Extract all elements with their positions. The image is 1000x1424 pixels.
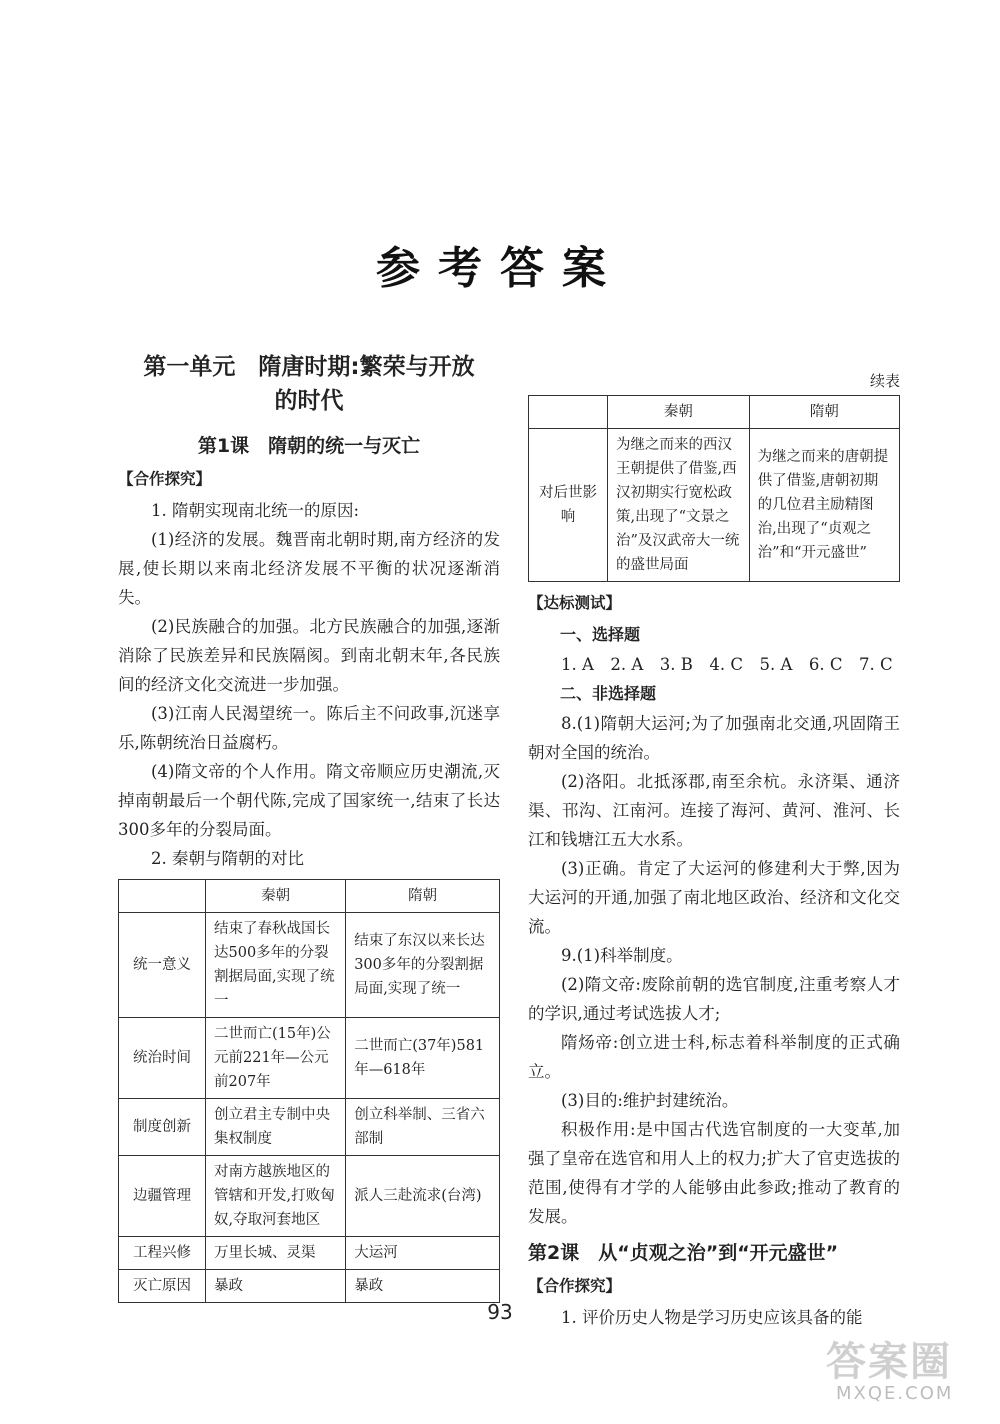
- lesson1-title: 第1课 隋朝的统一与灭亡: [197, 435, 421, 457]
- watermark-url: MXQE.COM: [836, 1383, 954, 1404]
- table-row-label: 工程兴修: [119, 1237, 206, 1270]
- table-cell: 二世而亡(15年)公元前221年—公元前207年: [206, 1018, 346, 1099]
- table-header-cell: 秦朝: [608, 396, 750, 429]
- cooperative-tag-2: 【合作探究】: [528, 1277, 622, 1295]
- table-header-cell: [119, 880, 206, 913]
- table-row-label: 边疆管理: [119, 1156, 206, 1237]
- table-row-label: 灭亡原因: [119, 1270, 206, 1303]
- table-row: [119, 1156, 500, 1237]
- unit-title-line1: 第一单元 隋唐时期:繁荣与开放: [143, 354, 475, 380]
- unit-title: [118, 350, 500, 418]
- left-paragraph: (3)江南人民渴望统一。陈后主不问政事,沉迷享乐,陈朝统治日益腐朽。: [118, 704, 500, 752]
- test-tag: 【达标测试】: [528, 594, 622, 612]
- comparison-table: [118, 879, 500, 1303]
- right-paragraph: (2)隋文帝:废除前朝的选官制度,注重考察人才的学识,通过考试选拔人才;: [528, 975, 900, 1023]
- right-last-paragraph: 1. 评价历史人物是学习历史应该具备的能: [561, 1308, 863, 1327]
- table-cell: 暴政: [206, 1270, 346, 1303]
- right-paragraph: 8.(1)隋朝大运河;为了加强南北交通,巩固隋王朝对全国的统治。: [528, 714, 900, 762]
- comparison-table-continued: [528, 395, 900, 582]
- table-header-cell: 隋朝: [749, 396, 899, 429]
- table-cell: 暴政: [346, 1270, 500, 1303]
- table-cell: 结束了春秋战国长达500多年的分裂割据局面,实现了统一: [206, 913, 346, 1018]
- table-header-cell: 隋朝: [346, 880, 500, 913]
- table-row: [119, 1018, 500, 1099]
- page-number: 93: [487, 1300, 513, 1324]
- unit-title-line2: 的时代: [274, 388, 344, 414]
- table-row: [529, 429, 900, 582]
- table-cell: 对南方越族地区的管辖和开发,打败匈奴,夺取河套地区: [206, 1156, 346, 1237]
- table-cell: 创立科举制、三省六部制: [346, 1099, 500, 1156]
- table-header-row: [119, 880, 500, 913]
- table-cell: 为继之而来的西汉王朝提供了借鉴,西汉初期实行宽松政策,出现了“文景之治”及汉武帝大一统的盛世局面: [608, 429, 750, 582]
- table-row: [119, 1099, 500, 1156]
- table-header-cell: 秦朝: [206, 880, 346, 913]
- right-paragraph: 隋炀帝:创立进士科,标志着科举制度的正式确立。: [528, 1033, 900, 1081]
- table-cell: 为继之而来的唐朝提供了借鉴,唐朝初期的几位君主励精图治,出现了“贞观之治”和“开元盛世”: [749, 429, 899, 582]
- table-cell: 结束了东汉以来长达300多年的分裂割据局面,实现了统一: [346, 913, 500, 1018]
- table-header-row: [529, 396, 900, 429]
- right-paragraph: 9.(1)科举制度。: [561, 946, 683, 965]
- table-row-label: 制度创新: [119, 1099, 206, 1156]
- left-paragraph: (1)经济的发展。魏晋南北朝时期,南方经济的发展,使长期以来南北经济发展不平衡的状况逐渐消失。: [118, 530, 500, 607]
- cooperative-tag: 【合作探究】: [118, 470, 212, 488]
- page-title: 参考答案: [376, 243, 624, 294]
- right-paragraph: (3)目的:维护封建统治。: [561, 1091, 739, 1110]
- table-cell: 二世而亡(37年)581年—618年: [346, 1018, 500, 1099]
- continued-label: 续表: [869, 372, 900, 390]
- table-row-label: 对后世影响: [529, 429, 608, 582]
- right-paragraph: 积极作用:是中国古代选官制度的一大变革,加强了皇帝在选官和用人上的权力;扩大了官吏选拔的范围,使得有才学的人能够由此参政;推动了教育的发展。: [528, 1120, 900, 1226]
- left-paragraph: 1. 隋朝实现南北统一的原因:: [151, 501, 360, 520]
- choice-answers: 1. A 2. A 3. B 4. C 5. A 6. C 7. C: [561, 655, 893, 674]
- left-paragraph: (4)隋文帝的个人作用。隋文帝顺应历史潮流,灭掉南朝最后一个朝代陈,完成了国家统一,结束了长达300多年的分裂局面。: [118, 762, 500, 839]
- table-cell: 万里长城、灵渠: [206, 1237, 346, 1270]
- table-row: [119, 913, 500, 1018]
- table-cell: 派人三赴流求(台湾): [346, 1156, 500, 1237]
- watermark-text: 答案圈: [826, 1339, 952, 1385]
- table-row-label: 统治时间: [119, 1018, 206, 1099]
- left-column: [118, 350, 500, 1303]
- left-paragraph: 2. 秦朝与隋朝的对比: [151, 849, 304, 868]
- table-header-cell: [529, 396, 608, 429]
- table-row: [119, 1270, 500, 1303]
- right-paragraph: (3)正确。肯定了大运河的修建利大于弊,因为大运河的开通,加强了南北地区政治、经济和文化交流。: [528, 859, 900, 936]
- table-row: [119, 1237, 500, 1270]
- lesson2-title: 第2课 从“贞观之治”到“开元盛世”: [528, 1242, 839, 1264]
- right-column: [528, 362, 900, 1332]
- left-paragraph: (2)民族融合的加强。北方民族融合的加强,逐渐消除了民族差异和民族隔阂。到南北朝末年,各民族间的经济文化交流进一步加强。: [118, 617, 500, 694]
- watermark-logo: [826, 1330, 976, 1410]
- right-paragraph: (2)洛阳。北抵涿郡,南至余杭。永济渠、通济渠、邗沟、江南河。连接了海河、黄河、淮河、长江和钱塘江五大水系。: [528, 772, 900, 849]
- table-cell: 创立君主专制中央集权制度: [206, 1099, 346, 1156]
- section-choice: 一、选择题: [560, 625, 641, 644]
- table-cell: 大运河: [346, 1237, 500, 1270]
- table-row-label: 统一意义: [119, 913, 206, 1018]
- section-nonchoice: 二、非选择题: [560, 684, 657, 703]
